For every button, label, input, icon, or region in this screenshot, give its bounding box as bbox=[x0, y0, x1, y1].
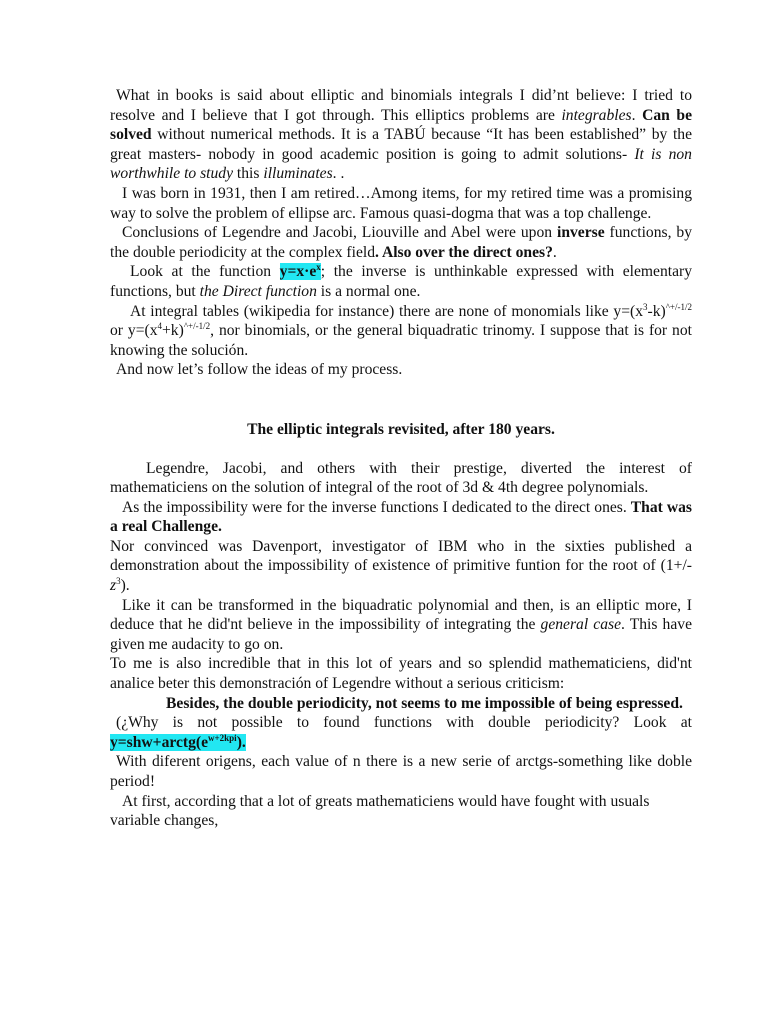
text: ). bbox=[120, 577, 130, 595]
text: What in books is said about elliptic and binomials integrals I did’nt believe: I tried to resolve and I believe that I got through. This elliptics problems are bbox=[110, 87, 692, 124]
italic-text: the Direct function bbox=[199, 282, 317, 300]
text: is a normal one. bbox=[316, 282, 421, 300]
text: Nor convinced was Davenport, investigator of IBM who in the sixties published a demonstration about the impossibility of existence of primitive funtion for the root of (1+/- bbox=[110, 537, 692, 575]
text: Conclusions of Legendre and Jacobi, Liouville and Abel were upon bbox=[122, 224, 557, 242]
paragraph-challenge bbox=[110, 498, 692, 537]
superscript: ^+/-1/2 bbox=[665, 301, 692, 312]
highlighted-formula bbox=[110, 734, 246, 751]
text: . . bbox=[332, 165, 345, 183]
superscript: 3 bbox=[643, 301, 648, 312]
superscript: 4 bbox=[157, 321, 163, 332]
italic-text: z bbox=[110, 577, 117, 595]
italic-text: integrables bbox=[561, 106, 632, 124]
text: functions, by the double periodicity at the complex field bbox=[110, 224, 692, 261]
document-page bbox=[110, 86, 692, 831]
text: , nor binomials, or the general biquadratic trinomy. I suppose that is for not knowing the solución. bbox=[110, 322, 692, 359]
text: (¿Why is not possible to found functions with double periodicity? Look at bbox=[116, 714, 692, 732]
text: this bbox=[233, 165, 264, 183]
text: At integral tables (wikipedia for instance) there are none of monomials like y=(x bbox=[130, 302, 644, 320]
superscript: 3 bbox=[116, 576, 121, 587]
italic-text: illuminates bbox=[263, 165, 333, 183]
text: or y=(x bbox=[110, 322, 158, 340]
paragraph-process: And now let’s follow the ideas of my process. bbox=[116, 361, 403, 379]
paragraph-retired: I was born in 1931, then I am retired…Among items, for my retired time was a promising way to solve the problem of ellipse arc. Famous quasi-dogma that was a top challenge. bbox=[110, 184, 692, 222]
bold-text: Can be solved bbox=[110, 106, 692, 144]
text: -k) bbox=[647, 302, 666, 320]
paragraph-biquadratic bbox=[110, 596, 692, 655]
text: ; the inverse is unthinkable expressed with elementary functions, but bbox=[110, 263, 692, 300]
formula-superscript: w+2kpi bbox=[208, 732, 237, 743]
formula-text: y=shw+arctg(e bbox=[110, 733, 209, 751]
bold-text: . Also over the direct ones? bbox=[375, 243, 553, 261]
bold-text: That was a real Challenge. bbox=[110, 498, 692, 536]
paragraph-davenport bbox=[110, 537, 692, 596]
text: without numerical methods. It is a TABÚ because “It has been established” by the great masters- nobody in good academic position is going to admit solutions- bbox=[110, 126, 692, 163]
italic-text: It is non worthwhile to study bbox=[110, 145, 692, 183]
paragraph-function bbox=[110, 262, 692, 301]
text: Look at the function bbox=[130, 263, 280, 281]
formula-superscript: x bbox=[316, 262, 321, 273]
paragraph-first: At first, according that a lot of greats mathematiciens would have fought with usuals variable changes, bbox=[110, 792, 650, 830]
paragraph-conclusions bbox=[110, 223, 692, 262]
paragraph-incredible: To me is also incredible that in this lot of years and so splendid mathematiciens, did'nt analice beter this demonstración of Legendre without a serious criticism: bbox=[110, 655, 692, 693]
highlighted-formula bbox=[280, 263, 321, 280]
bold-text: inverse bbox=[557, 224, 605, 242]
text: . bbox=[631, 106, 643, 124]
italic-text: general case bbox=[540, 616, 621, 634]
paragraph-why bbox=[110, 713, 692, 752]
text: As the impossibility were for the inverse functions I dedicated to the direct ones. bbox=[122, 498, 631, 516]
paragraph-legendre: Legendre, Jacobi, and others with their prestige, diverted the interest of mathematiciens on the solution of integral of the root of 3d & 4th degree polynomials. bbox=[110, 459, 692, 497]
section-heading: The elliptic integrals revisited, after 180 years. bbox=[247, 420, 555, 438]
text: Like it can be transformed in the biquadratic polynomial and then, is an elliptic more, I deduce that he did'nt believe in the impossibility of integrating the bbox=[110, 596, 692, 634]
superscript: ^+/-1/2 bbox=[183, 321, 211, 332]
text: . This have given me audacity to go on. bbox=[110, 616, 692, 653]
paragraph-tables bbox=[110, 302, 692, 361]
paragraph-intro bbox=[110, 86, 692, 184]
text: . bbox=[552, 243, 557, 261]
spacer bbox=[110, 380, 692, 420]
paragraph-periodicity: Besides, the double periodicity, not seems to me impossible of being espressed. bbox=[166, 694, 683, 712]
text: +k) bbox=[162, 322, 184, 340]
spacer bbox=[110, 440, 692, 459]
formula-text: ). bbox=[236, 733, 246, 751]
formula-text: y=x·e bbox=[279, 263, 317, 281]
paragraph-origens: With diferent origens, each value of n there is a new serie of arctgs-something like doble period! bbox=[110, 753, 692, 790]
